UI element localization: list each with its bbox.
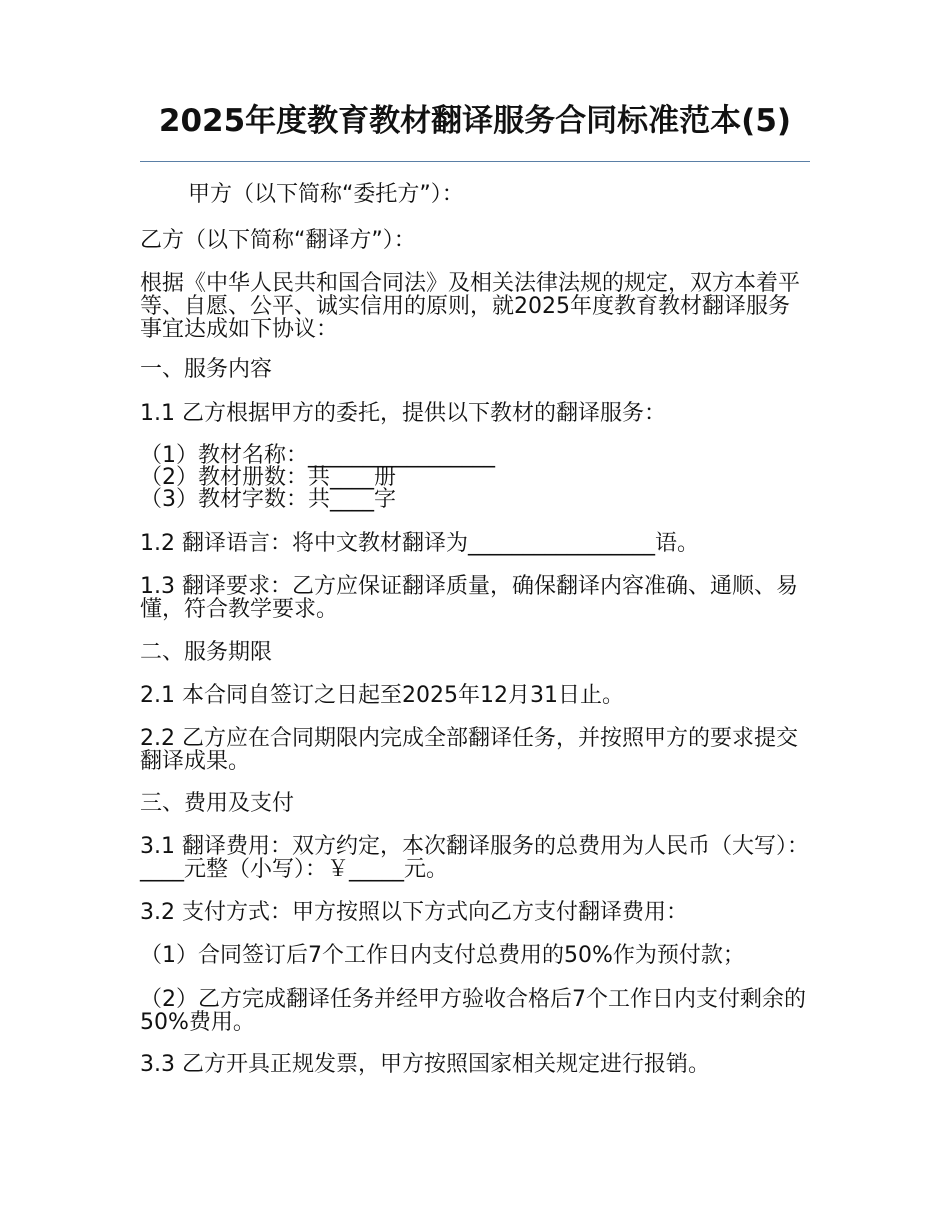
clause-2-1: 2.1 本合同自签订之日起至2025年12月31日止。 bbox=[140, 683, 624, 708]
clause-1-1: 1.1 乙方根据甲方的委托，提供以下教材的翻译服务： bbox=[140, 401, 666, 426]
clause-3-2-item: （2）乙方完成翻译任务并经甲方验收合格后7个工作日内支付剩余的50%费用。 bbox=[140, 987, 806, 1035]
clause-1-1-item: （3）教材字数：共____字 bbox=[140, 487, 396, 512]
clause-3-2: 3.2 支付方式：甲方按照以下方式向乙方支付翻译费用： bbox=[140, 900, 688, 925]
section-2-heading: 二、服务期限 bbox=[140, 640, 273, 665]
title-divider bbox=[140, 161, 810, 162]
clause-3-1: 3.1 翻译费用：双方约定，本次翻译服务的总费用为人民币（大写）：____元整（小写）：￥_____元。 bbox=[140, 834, 809, 882]
clause-1-1-item: （2）教材册数：共____册 bbox=[140, 465, 396, 490]
clause-1-2: 1.2 翻译语言：将中文教材翻译为_________________语。 bbox=[140, 531, 699, 556]
clause-2-2: 2.2 乙方应在合同期限内完成全部翻译任务，并按照甲方的要求提交翻译成果。 bbox=[140, 726, 798, 774]
clause-1-3: 1.3 翻译要求：乙方应保证翻译质量，确保翻译内容准确、通顺、易懂，符合教学要求。 bbox=[140, 574, 798, 622]
party-a-line: 甲方（以下简称“委托方”）： bbox=[188, 182, 464, 207]
party-b-line: 乙方（以下简称“翻译方”）： bbox=[140, 228, 416, 253]
clause-1-1-item: （1）教材名称：_________________ bbox=[140, 443, 495, 468]
section-3-heading: 三、费用及支付 bbox=[140, 791, 295, 816]
clause-3-3: 3.3 乙方开具正规发票，甲方按照国家相关规定进行报销。 bbox=[140, 1052, 710, 1077]
document-title: 2025年度教育教材翻译服务合同标准范本(5) bbox=[158, 103, 792, 139]
section-1-heading: 一、服务内容 bbox=[140, 357, 273, 382]
preamble-paragraph: 根据《中华人民共和国合同法》及相关法律法规的规定，双方本着平等、自愿、公平、诚实信用的原则，就2025年度教育教材翻译服务事宜达成如下协议： bbox=[140, 271, 801, 342]
clause-3-2-item: （1）合同签订后7个工作日内支付总费用的50%作为预付款； bbox=[140, 943, 745, 968]
